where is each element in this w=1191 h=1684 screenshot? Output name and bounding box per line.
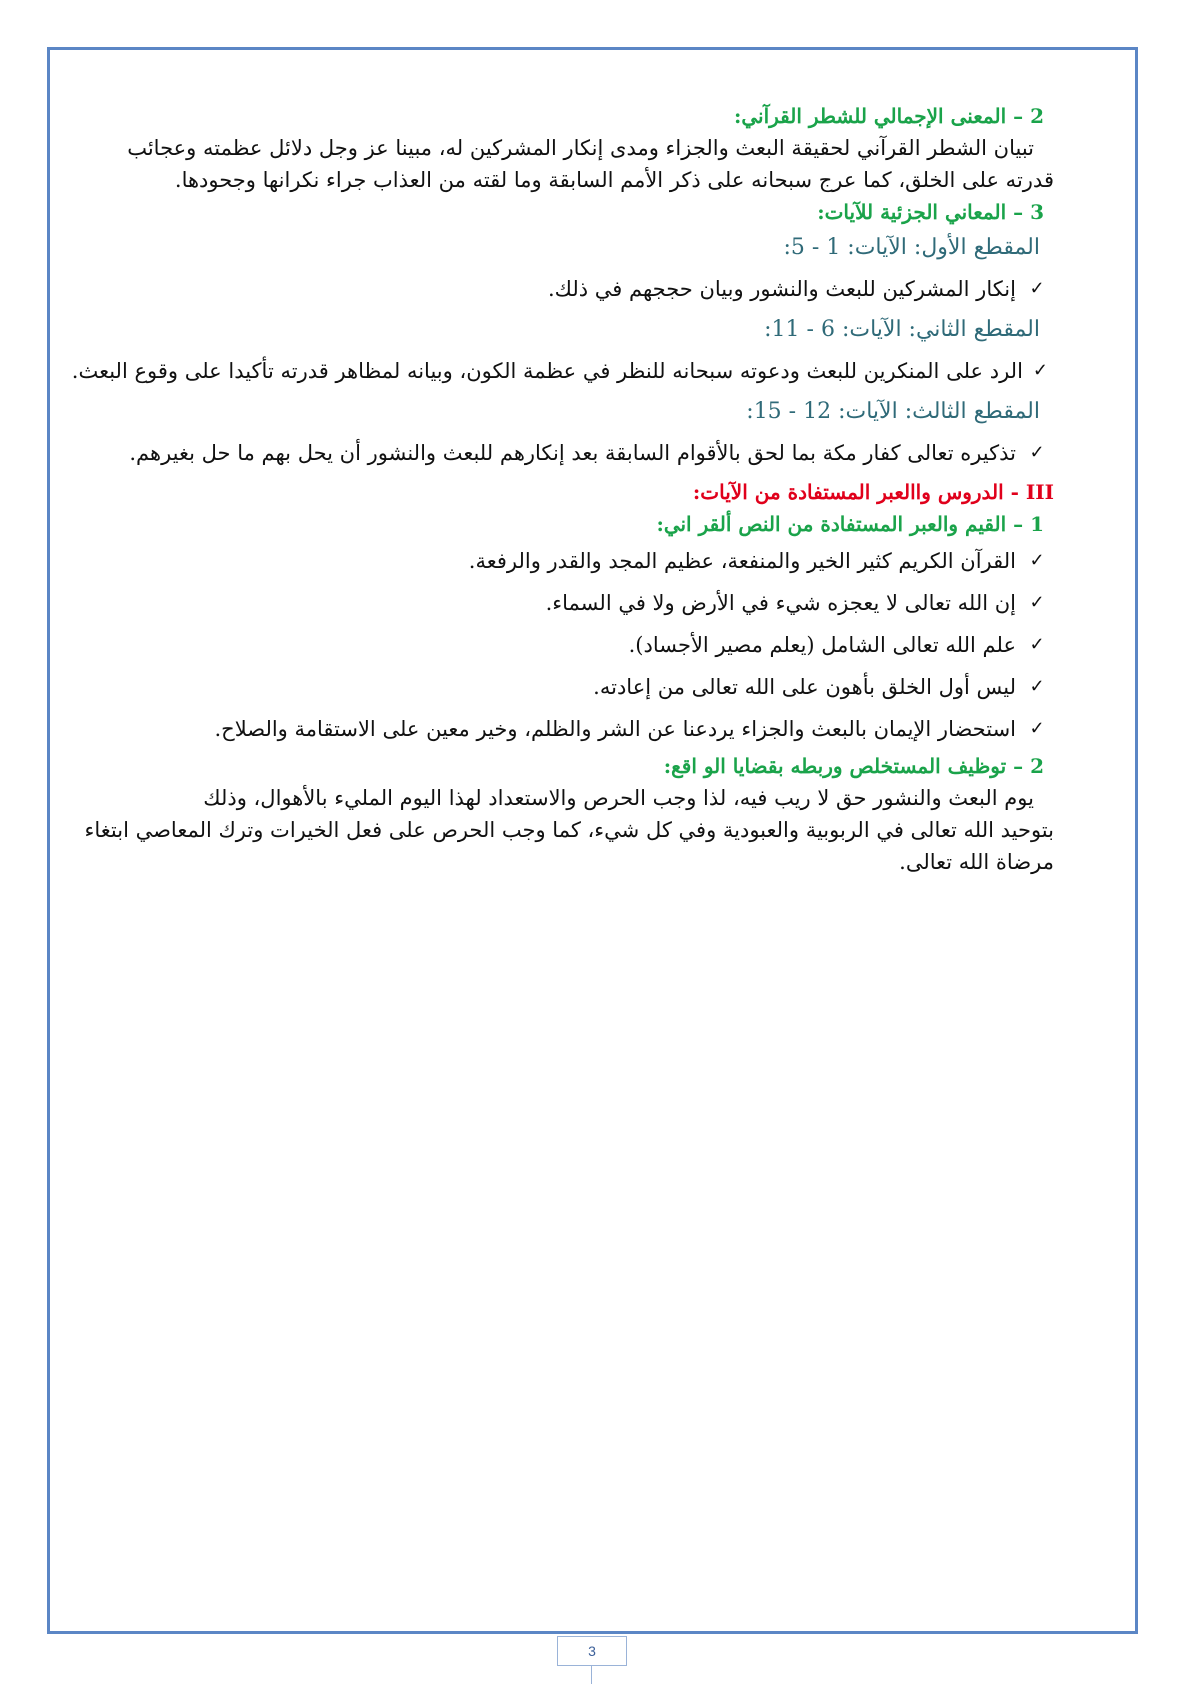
segment-1-point (82, 268, 1054, 310)
part-3-heading: III - الدروس واالعبر المستفادة من الآيات: (692, 480, 1054, 504)
checkmark-icon: ✓ (1029, 676, 1045, 697)
checkmark-icon: ✓ (1029, 634, 1045, 655)
value-text: القرآن الكريم كثير الخير والمنفعة، عظيم المجد والقدر والرفعة. (468, 549, 1016, 573)
section-3-heading: 3 – المعاني الجزئية للآيات: (817, 200, 1044, 224)
value-item (82, 666, 1054, 708)
segment-3-point (82, 432, 1054, 474)
checkmark-icon: ✓ (1029, 550, 1045, 571)
page-content (71, 100, 1054, 878)
application-heading: 2 – توظيف المستخلص وربطه بقضايا الو اقع: (663, 754, 1044, 778)
value-item (82, 708, 1054, 750)
value-item (82, 540, 1054, 582)
checkmark-icon: ✓ (1029, 592, 1045, 613)
segment-2-title: المقطع الثاني: الآيات: 6 - 11: (764, 317, 1040, 342)
value-text: ليس أول الخلق بأهون على الله تعالى من إعادته. (593, 675, 1016, 699)
page-number-tick (591, 1666, 592, 1684)
point-text: الرد على المنكرين للبعث ودعوته سبحانه للنظر في عظمة الكون، وبيانه لمظاهر قدرته تأكيدا على وقوع البعث. (71, 359, 1023, 383)
value-item (82, 624, 1054, 666)
paragraph-line: بتوحيد الله تعالى في الربوبية والعبودية وفي كل شيء، كما وجب الحرص على فعل الخيرات وترك المعاصي ابتغاء (84, 818, 1054, 842)
paragraph-line: مرضاة الله تعالى. (899, 850, 1054, 874)
value-text: علم الله تعالى الشامل (يعلم مصير الأجساد). (628, 633, 1016, 657)
value-text: إن الله تعالى لا يعجزه شيء في الأرض ولا في السماء. (545, 591, 1016, 615)
checkmark-icon: ✓ (1029, 718, 1045, 739)
paragraph-line: تبيان الشطر القرآني لحقيقة البعث والجزاء ومدى إنكار المشركين له، مبينا عز وجل دلائل عظمته وعجائب (127, 136, 1034, 160)
checkmark-icon: ✓ (1032, 360, 1048, 381)
section-2-heading: 2 – المعنى الإجمالي للشطر القرآني: (733, 104, 1044, 128)
section-2-paragraph (82, 132, 1054, 196)
paragraph-line: قدرته على الخلق، كما عرج سبحانه على ذكر الأمم السابقة وما لقته من العذاب جراء نكرانها وجحودها. (174, 168, 1054, 192)
segment-1-title: المقطع الأول: الآيات: 1 - 5: (783, 235, 1040, 260)
point-text: إنكار المشركين للبعث والنشور وبيان حججهم في ذلك. (548, 277, 1016, 301)
value-item (82, 582, 1054, 624)
segment-2-point (71, 350, 1054, 392)
application-paragraph (82, 782, 1054, 878)
checkmark-icon: ✓ (1029, 442, 1045, 463)
page-number: 3 (557, 1636, 627, 1666)
point-text: تذكيره تعالى كفار مكة بما لحق بالأقوام السابقة بعد إنكارهم للبعث والنشور أن يحل بهم ما حل بغيرهم. (129, 441, 1016, 465)
values-heading: 1 – القيم والعبر المستفادة من النص ألقر اني: (656, 512, 1044, 536)
segment-3-title: المقطع الثالث: الآيات: 12 - 15: (746, 399, 1040, 424)
value-text: استحضار الإيمان بالبعث والجزاء يردعنا عن الشر والظلم، وخير معين على الاستقامة والصلاح. (214, 717, 1016, 741)
checkmark-icon: ✓ (1029, 278, 1045, 299)
paragraph-line: يوم البعث والنشور حق لا ريب فيه، لذا وجب الحرص والاستعداد لهذا اليوم المليء بالأهوال، وذلك (203, 786, 1034, 810)
